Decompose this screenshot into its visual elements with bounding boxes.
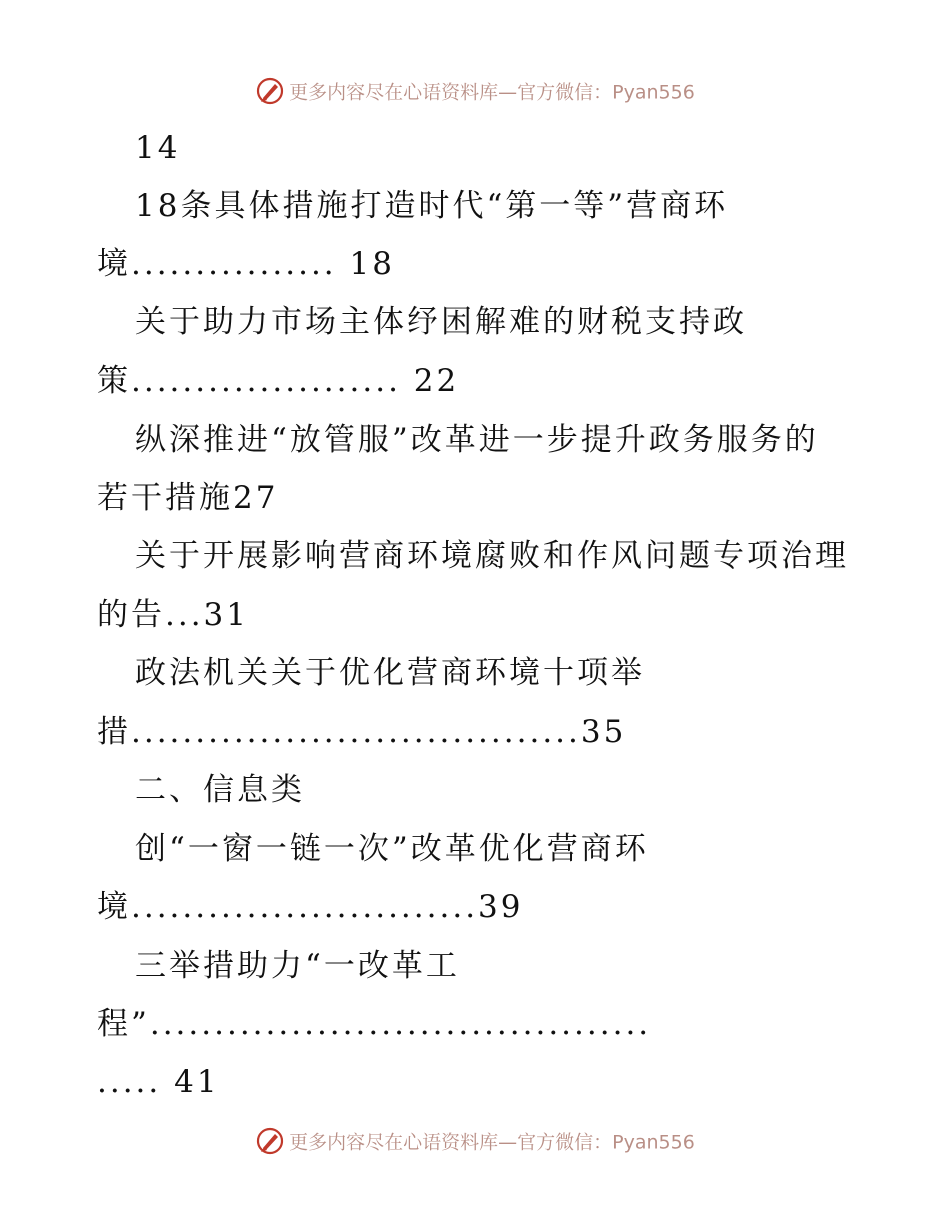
toc-line: ..... 41 — [97, 1064, 220, 1100]
toc-line: 关于助力市场主体纾困解难的财税支持政 — [135, 304, 747, 340]
toc-line: 政法机关关于优化营商环境十项举 — [135, 655, 645, 691]
toc-line: 14 — [135, 130, 181, 166]
toc-line: 措...................................35 — [97, 714, 627, 750]
toc-line: 策..................... 22 — [97, 363, 460, 399]
toc-line: 境................ 18 — [97, 246, 395, 282]
toc-line: 三举措助力“一改革工 — [135, 948, 460, 984]
toc-line: 程”....................................... — [97, 1006, 652, 1042]
toc-line: 的告...31 — [97, 597, 250, 633]
watermark-text: 更多内容尽在心语资料库—官方微信：Pyan556 — [289, 1131, 695, 1154]
toc-line: 纵深推进“放管服”改革进一步提升政务服务的 — [135, 422, 819, 458]
footer-watermark — [0, 1126, 950, 1156]
toc-section-heading: 二、信息类 — [135, 772, 305, 808]
pen-logo-icon — [255, 1126, 285, 1156]
toc-line: 境...........................39 — [97, 889, 524, 925]
toc-line: 创“一窗一链一次”改革优化营商环 — [135, 831, 649, 867]
toc-line: 若干措施27 — [97, 480, 279, 516]
pen-logo-icon — [255, 76, 285, 106]
header-watermark — [0, 76, 950, 106]
watermark-text: 更多内容尽在心语资料库—官方微信：Pyan556 — [289, 81, 695, 104]
toc-line: 18条具体措施打造时代“第一等”营商环 — [135, 188, 729, 224]
toc-line: 关于开展影响营商环境腐败和作风问题专项治理 — [135, 538, 849, 574]
